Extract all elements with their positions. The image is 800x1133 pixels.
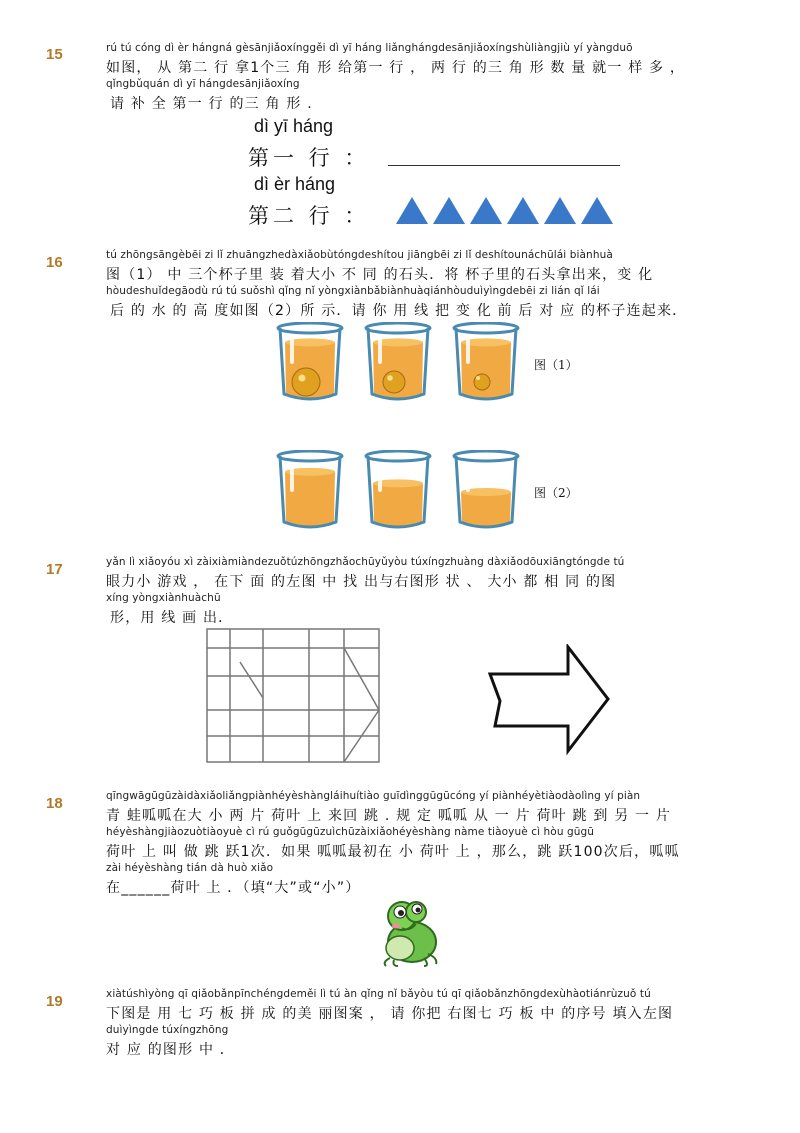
- triangle-shape: [507, 197, 539, 224]
- triangle-shape: [581, 197, 613, 224]
- question-number-18: 18: [46, 795, 63, 812]
- question-text: 图（1） 中 三个杯子里 装 着大小 不 同 的石头．将 杯子里的石头拿出来，变 化: [106, 267, 654, 283]
- pinyin-line: héyèshàngjiàozuòtiàoyuè cì rú guǒgūgūzuìchūzàixiǎohéyèshàng nàme tiàoyuè cì hòu gūgū: [106, 826, 595, 838]
- row2-pinyin: dì èr háng: [254, 174, 336, 194]
- pinyin-line: xiàtúshìyòng qī qiǎobǎnpīnchéngdeměi lì tú àn qǐng nǐ bǎyòu tú qī qiǎobǎnzhōngdexùhàotiánrùzuǒ tú: [106, 988, 651, 1000]
- row2-label: 第二 行 ：: [248, 204, 370, 228]
- pinyin-line: zài héyèshàng tián dà huò xiǎo: [106, 862, 274, 874]
- question-text: 如图， 从 第二 行 拿1个三 角 形 给第一 行 ， 两 行 的三 角 形 数 量 就一 样 多 ，: [106, 60, 686, 76]
- pinyin-line: yǎn lì xiǎoyóu xì zàixiàmiàndezuǒtúzhōngzhǎochūyǔyòu túxíngzhuàng dàxiǎodōuxiāngtóngde tú: [106, 556, 625, 568]
- question-number-17: 17: [46, 561, 63, 578]
- beaker-cup: [366, 323, 430, 399]
- arrow-shape-right: [486, 644, 614, 756]
- question-text: 下图是 用 七 巧 板 拼 成 的美 丽图案 ， 请 你把 右图七 巧 板 中 的序号 填入左图: [106, 1006, 674, 1022]
- question-text: 后 的 水 的 高 度如图（2）所 示．请 你 用 线 把 变 化 前 后 对 应 的杯子连起来．: [110, 303, 688, 319]
- pinyin-line: qīngwāgūgūzàidàxiǎoliǎngpiànhéyèshàngláihuítiào guīdìnggūgūcóng yí piànhéyètiàodàolìng yí piàn: [106, 790, 641, 802]
- figure-2-label: 图（2）: [534, 486, 578, 500]
- question-text: 请 补 全 第一 行 的三 角 形 .: [110, 96, 313, 112]
- triangle-shape: [470, 197, 502, 224]
- triangle-shape: [433, 197, 465, 224]
- answer-blank-line[interactable]: [388, 164, 620, 166]
- question-text-blank[interactable]: 在______荷叶 上 ．（填“大”或“小”）: [106, 880, 361, 896]
- question-text: 青 蛙呱呱在大 小 两 片 荷叶 上 来回 跳 . 规 定 呱呱 从 一 片 荷叶 跳 到 另 一 片: [106, 808, 672, 824]
- question-number-16: 16: [46, 254, 63, 271]
- row1-label: 第一 行 ：: [248, 146, 370, 170]
- beaker-cup: [278, 451, 342, 527]
- pinyin-line: hòudeshuǐdegāodù rú tú suǒshì qǐng nǐ yòngxiànbǎbiànhuàqiánhòuduìyìngdebēi zi lián qǐ lái: [106, 285, 600, 297]
- pinyin-line: rú tú cóng dì èr hángná gèsānjiǎoxínggěi dì yī háng liǎnghángdesānjiǎoxíngshùliàngjiù yí yàngduō: [106, 42, 633, 54]
- beaker-cup: [366, 451, 430, 527]
- question-number-15: 15: [46, 46, 63, 63]
- cups-figure-1: [272, 322, 532, 410]
- beaker-cup: [278, 323, 342, 399]
- question-number-19: 19: [46, 993, 63, 1010]
- beaker-cup: [454, 323, 518, 399]
- question-text: 对 应 的图形 中 ．: [106, 1042, 236, 1058]
- pinyin-line: tú zhōngsāngèbēi zi lǐ zhuāngzhedàxiǎobùtóngdeshítou jiāngbēi zi lǐ deshítounáchūlái biànhuà: [106, 249, 613, 261]
- triangle-shape: [544, 197, 576, 224]
- frog-illustration: [372, 896, 444, 968]
- pinyin-line: xíng yòngxiànhuàchū: [106, 592, 221, 604]
- pinyin-line: duìyìngde túxíngzhōng: [106, 1024, 229, 1036]
- row1-pinyin: dì yī háng: [254, 116, 334, 136]
- figure-1-label: 图（1）: [534, 358, 578, 372]
- triangle-row: [396, 196, 618, 226]
- question-text: 荷叶 上 叫 做 跳 跃1次．如果 呱呱最初在 小 荷叶 上 ，那么，跳 跃100次后，呱呱: [106, 844, 680, 860]
- question-text: 眼力小 游戏 ， 在下 面 的左图 中 找 出与右图形 状 、 大小 都 相 同 的图: [106, 574, 617, 590]
- beaker-cup: [454, 451, 518, 527]
- question-text: 形，用 线 画 出．: [110, 610, 234, 626]
- pinyin-line: qǐngbǔquán dì yī hángdesānjiǎoxíng: [106, 78, 300, 90]
- cups-figure-2: [272, 450, 532, 534]
- triangle-shape: [396, 197, 428, 224]
- grid-figure-left: [206, 628, 381, 764]
